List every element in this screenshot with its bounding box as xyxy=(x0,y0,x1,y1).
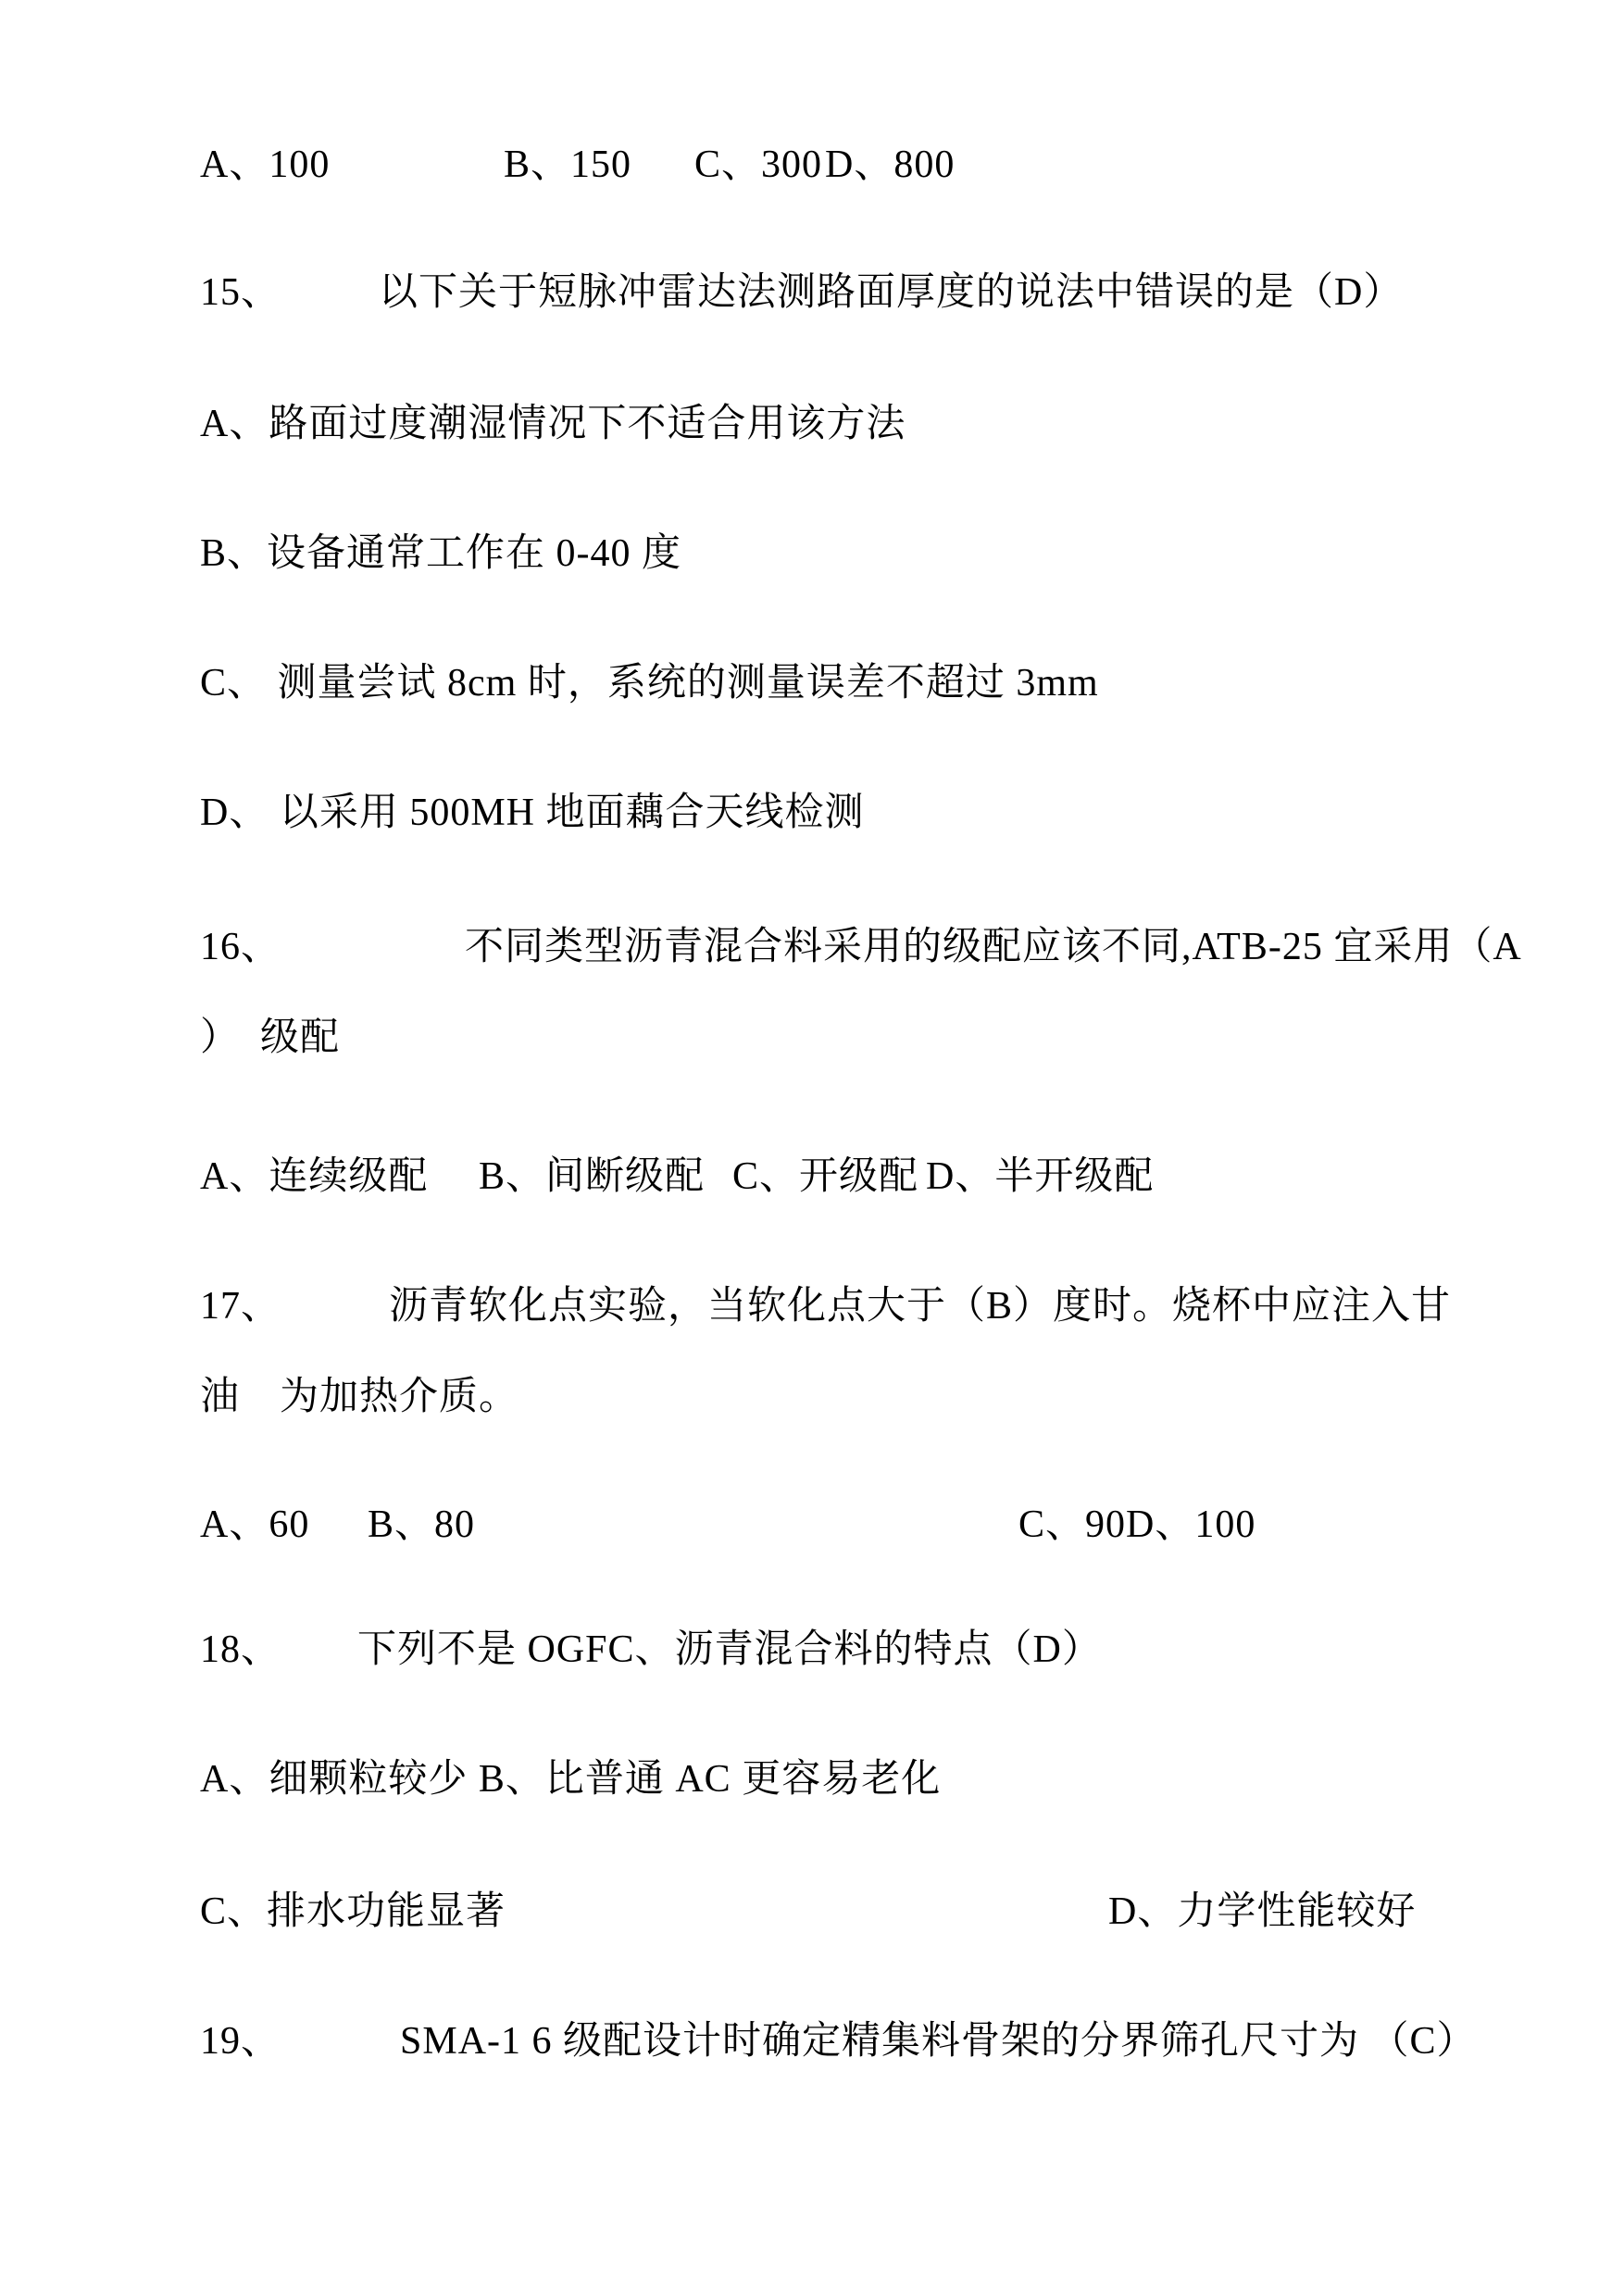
question-18-stem: 下列不是 OGFC、沥青混合料的特点（D） xyxy=(357,1628,1102,1671)
question-16-stem-line1: 不同类型沥青混合料采用的级配应该不同,ATB-25 宜采用（A xyxy=(465,926,1522,968)
q17-option-b: B、80 xyxy=(368,1503,476,1546)
question-19-stem: SMA-1 6 级配设计时确定精集料骨架的分界筛孔尺寸为 （C） xyxy=(400,2020,1477,2063)
q14-option-b: B、150 xyxy=(504,143,632,186)
q18-option-d: D、力学性能较好 xyxy=(1108,1890,1417,1933)
question-15-stem: 以下关于短脉冲雷达法测路面厚度的说法中错误的是（D） xyxy=(379,271,1404,314)
q14-option-c: C、300 xyxy=(694,143,823,186)
question-18-number: 18、 xyxy=(200,1628,281,1671)
question-17-number: 17、 xyxy=(200,1285,281,1328)
q16-option-c: C、开级配 xyxy=(732,1155,919,1198)
question-16-number: 16、 xyxy=(200,926,281,968)
question-17-stem-line2: 油 为加热介质。 xyxy=(200,1376,519,1418)
q15-option-c: C、 测量尝试 8cm 时，系统的测量误差不超过 3mm xyxy=(200,662,1099,705)
q17-option-cd: C、90D、100 xyxy=(1018,1503,1256,1546)
q15-option-a: A、路面过度潮湿情况下不适合用该方法 xyxy=(200,403,906,445)
question-15-number: 15、 xyxy=(200,271,281,314)
question-16-stem-line2: ） 级配 xyxy=(200,1017,341,1059)
q14-option-d: D、800 xyxy=(825,143,956,186)
q14-option-a: A、100 xyxy=(200,143,331,186)
q18-option-ab: A、细颗粒较少 B、比普通 AC 更容易老化 xyxy=(200,1758,942,1801)
q16-option-a: A、连续级配 xyxy=(200,1155,429,1198)
question-19-number: 19、 xyxy=(200,2020,281,2063)
q18-option-c: C、排水功能显著 xyxy=(200,1890,506,1933)
q15-option-b: B、设备通常工作在 0-40 度 xyxy=(200,532,682,575)
q16-option-d: D、半开级配 xyxy=(926,1155,1155,1198)
q16-option-b: B、间断级配 xyxy=(479,1155,706,1198)
q17-option-a: A、60 xyxy=(200,1503,310,1546)
q15-option-d: D、 以采用 500MH 地面藕合天线检测 xyxy=(200,792,865,834)
question-17-stem-line1: 沥青软化点实验，当软化点大于（B）度时。烧杯中应注入甘 xyxy=(389,1285,1452,1328)
